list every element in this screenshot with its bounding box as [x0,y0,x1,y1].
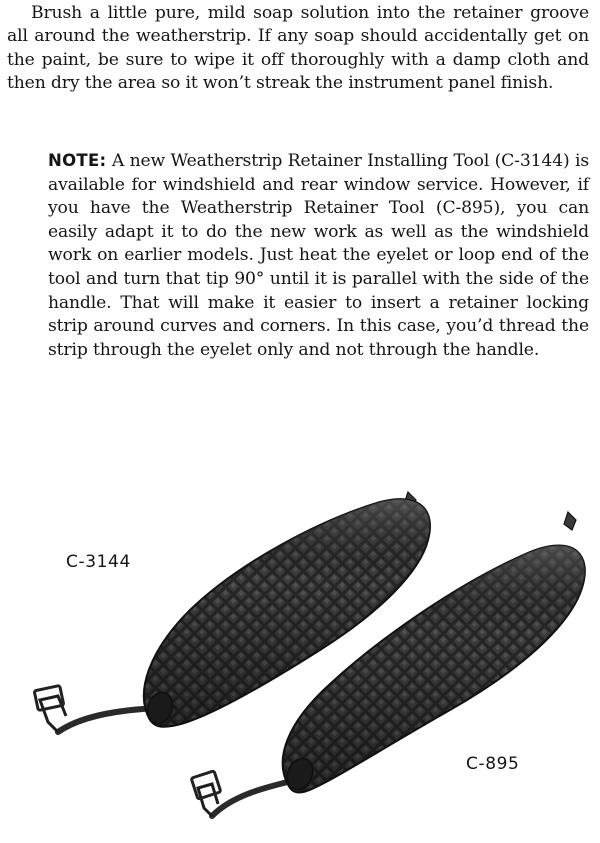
note-text: A new Weatherstrip Retainer Installing Tool (C-3144) is available for windshield and rear window service. However, if you have the Weatherstrip Retainer Tool (C-895), you can easily adapt it to do the new work as well as the windshield work on earlier models. Just heat the eyelet or loop end of the tool and turn that tip 90° until it is parallel with the side of the handle. That will make it easier to insert a retainer locking strip around curves and corners. In this case, you’d thread the strip through the eyelet only and not through the handle. [48,151,589,360]
note-label: NOTE: [48,151,107,170]
note-paragraph [48,149,589,362]
instruction-paragraph: Brush a little pure, mild soap solution into the retainer groove all around the weatherstrip. If any soap should accidentally get on the paint, be sure to wipe it off thoroughly with a damp cloth and then dry the area so it won’t streak the instrument panel finish. [7,3,589,94]
caption-c3144: C-3144 [66,552,131,572]
tool-photograph [0,470,600,843]
weatherstrip-tools-illustration [0,470,600,843]
caption-c895: C-895 [466,754,520,774]
